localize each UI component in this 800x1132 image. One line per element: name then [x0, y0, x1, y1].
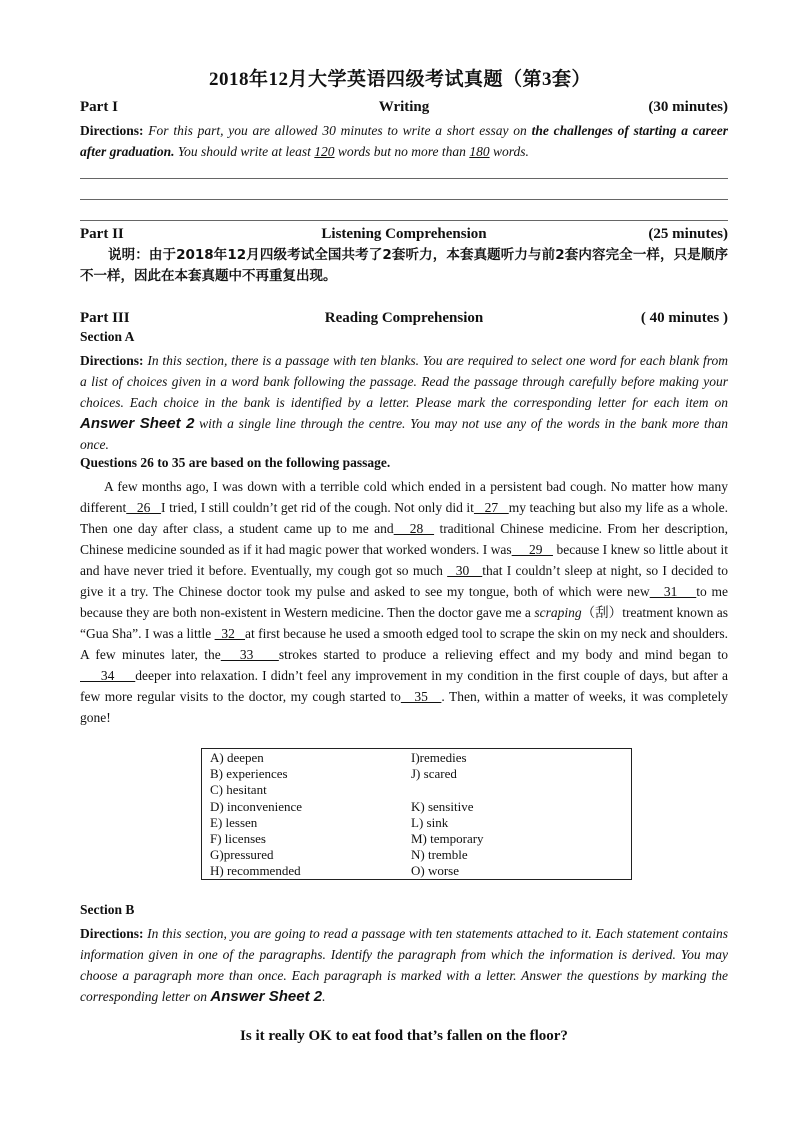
- blank-32: 32: [214, 626, 246, 641]
- max-words: 180: [469, 144, 490, 159]
- part1-header: [80, 99, 728, 119]
- blank-27: 27: [473, 500, 509, 515]
- part3-time: ( 40 minutes ): [640, 310, 728, 326]
- part1-time: (30 minutes): [648, 99, 728, 115]
- part2-label: Part II: [80, 226, 124, 242]
- part2-header: [80, 226, 728, 246]
- section-b-directions: Directions: In this section, you are going to read a passage with ten statements attached to it. Each statement contains information given in one of the paragraphs. Identify the paragraph from which the information is derived. You may choose a paragraph more than once. Each paragraph is marked with a letter. Answer the questions by marking the corresponding letter on Answer Sheet 2.: [80, 926, 728, 1005]
- scraping-term: scraping: [534, 605, 582, 620]
- section-a-directions: Directions: In this section, there is a passage with ten blanks. You are required to select one word for each blank from a list of choices given in a word bank following the passage. Read the passage through carefully before making your choices. Each choice in the bank is identified by a letter. Please mark the corresponding letter for each item on Answer Sheet 2 with a single line through the centre. You may not use any of the words in the bank more than once.: [80, 353, 728, 452]
- word-bank-item: H) recommended: [210, 863, 301, 879]
- part3-name: Reading Comprehension: [324, 310, 484, 326]
- divider: [80, 178, 728, 179]
- word-bank-item: L) sink: [411, 814, 449, 830]
- blank-35: 35: [400, 689, 442, 704]
- word-bank-item: [411, 782, 484, 798]
- word-bank-item: N) tremble: [411, 847, 468, 863]
- word-bank-item: O) worse: [411, 863, 460, 879]
- article-title: Is it really OK to eat food that’s fallen on the floor?: [240, 1028, 568, 1044]
- blank-29: 29: [511, 542, 553, 557]
- part1-directions: Directions: For this part, you are allowed 30 minutes to write a short essay on the challenges of starting a career after graduation. You should write at least 120 words but no more than 180 words.: [80, 123, 728, 159]
- word-bank-item: K) sensitive: [411, 798, 474, 814]
- cloze-passage: A few months ago, I was down with a terrible cold which ended in a persistent bad cough. No matter how many different 26 I tried, I still couldn’t get rid of the cough. Not only did it 27 my teaching but also my life as a whole. Then one day after class, a student came up to me and 28 traditional Chinese medicine. From her description, Chinese medicine sounded as if it had magic power that worked wonders. I was 29 because I knew so little about it and have never tried it before. Eventually, my cough got so much 30 that I couldn’t sleep at night, so I decided to give it a try. The Chinese doctor took my pulse and asked to see my tongue, both of which were new 31 to me because they are both non-existent in Western medicine. Then the doctor gave me a scraping（刮）treatment known as “Gua Sha”. I was a little 32 at first because he used a smooth edged tool to scrape the skin on my neck and shoulders. A few minutes later, the 33 strokes started to produce a relieving effect and my body and mind began to 34 deeper into relaxation. I didn’t feel any improvement in my condition in the first couple of days, but after a few more regular visits to the doctor, my cough started to 35 . Then, within a matter of weeks, it was completely gone!: [80, 479, 729, 725]
- word-bank-item: E) lessen: [210, 814, 258, 830]
- word-bank-item: J) scared: [411, 766, 457, 782]
- blank-31: 31: [649, 584, 697, 599]
- blank-28: 28: [393, 521, 435, 536]
- word-bank-item: B) experiences: [210, 766, 288, 782]
- word-bank-item: A) deepen: [210, 750, 264, 765]
- questions-heading: Questions 26 to 35 are based on the following passage.: [80, 455, 391, 470]
- essay-topic: the challenges of starting a career after graduation.: [80, 123, 728, 159]
- word-bank-item: I)remedies: [411, 750, 467, 765]
- part2-time: (25 minutes): [648, 226, 728, 242]
- word-bank-col-2: [411, 750, 484, 880]
- section-b-label: Section B: [80, 902, 135, 917]
- word-bank-item: G)pressured: [210, 847, 274, 863]
- word-bank-item: M) temporary: [411, 830, 484, 846]
- word-bank-col-1: [210, 750, 302, 880]
- blank-30: 30: [447, 563, 483, 578]
- section-a-label: Section A: [80, 329, 135, 344]
- part1-label: Part I: [80, 99, 118, 115]
- word-bank-item: F) licenses: [210, 830, 266, 846]
- divider: [80, 199, 728, 200]
- part1-directions-label: Directions:: [80, 123, 144, 138]
- part1-name: Writing: [378, 99, 430, 115]
- blank-33: 33: [220, 647, 279, 662]
- word-bank: [201, 748, 632, 880]
- part2-note: 说明：由于2018年12月四级考试全国共考了2套听力，本套真题听力与前2套内容完全一样，只是顺序不一样，因此在本套真题中不再重复出现。: [80, 247, 728, 284]
- page-title: 2018年12月大学英语四级考试真题（第3套）: [208, 69, 591, 90]
- answer-sheet-ref: Answer Sheet 2: [210, 988, 323, 1005]
- min-words: 120: [314, 144, 335, 159]
- blank-26: 26: [126, 500, 162, 515]
- word-bank-item: C) hesitant: [210, 782, 267, 798]
- part3-label: Part III: [80, 310, 130, 326]
- word-bank-item: D) inconvenience: [210, 798, 303, 814]
- blank-34: 34: [80, 668, 136, 683]
- answer-sheet-ref: Answer Sheet 2: [80, 415, 195, 432]
- part3-header: [80, 310, 728, 330]
- part2-name: Listening Comprehension: [321, 226, 487, 242]
- divider: [80, 220, 728, 221]
